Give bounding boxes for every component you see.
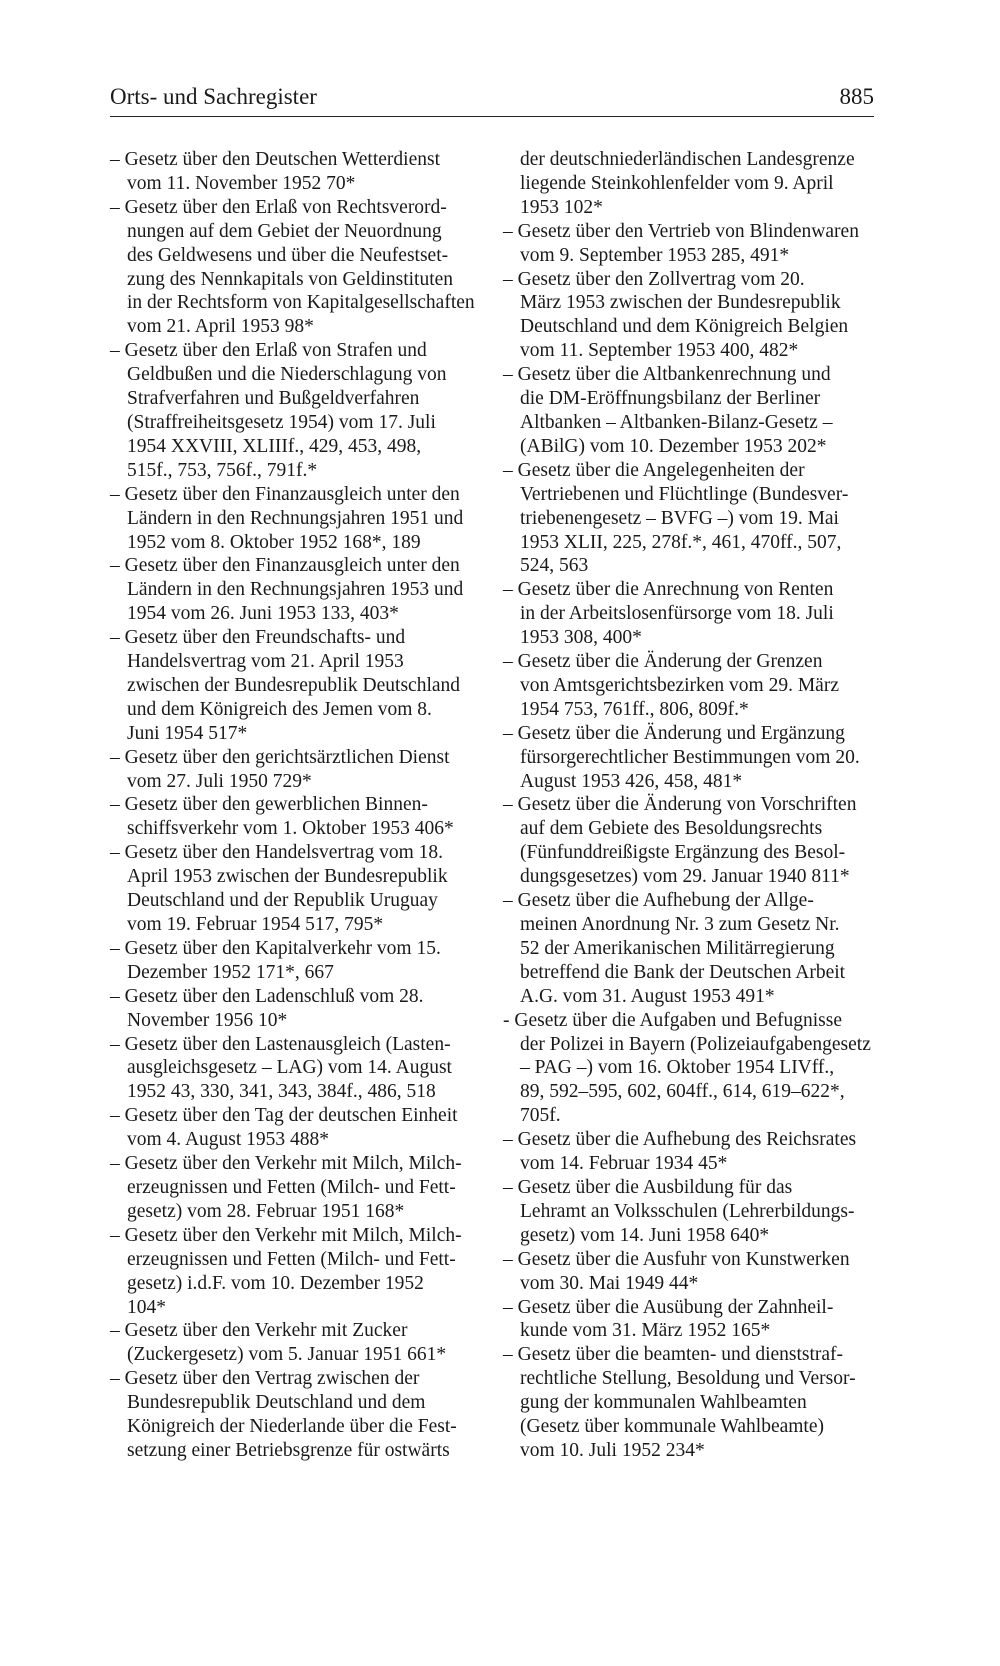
right-column [503, 148, 875, 1463]
index-entry: – Gesetz über die Änderung und Ergänzung fürsorgerechtlicher Bestimmungen vom 20. August 1953 426, 458, 481* [503, 722, 860, 792]
index-entry: – Gesetz über den Finanzausgleich unter den Ländern in den Rechnungsjahren 1951 und 1952 vom 8. Oktober 1952 168*, 189 [110, 483, 464, 553]
header-rule [110, 116, 874, 117]
index-entry: – Gesetz über die Ausbildung für das Lehramt an Volksschulen (Lehrerbildungs- gesetz) vom 14. Juni 1958 640* [503, 1176, 855, 1246]
index-entry-continuation: der deutschniederländischen Landesgrenze liegende Steinkohlenfelder vom 9. April 1953 102* [520, 149, 855, 218]
index-entry: – Gesetz über den gerichtsärztlichen Dienst vom 27. Juli 1950 729* [110, 746, 450, 792]
index-entry: – Gesetz über die Angelegenheiten der Vertriebenen und Flüchtlinge (Bundesver- triebenengesetz – BVFG –) vom 19. Mai 1953 XLII, 225, 278f.*, 461, 470ff., 507, 524, 563 [503, 459, 849, 577]
running-title: Orts- und Sachregister [110, 84, 317, 109]
page-number: 885 [839, 84, 874, 109]
left-column [110, 148, 482, 1463]
index-entry: – Gesetz über die Ausübung der Zahnheil- kunde vom 31. März 1952 165* [503, 1296, 834, 1342]
index-entry: – Gesetz über die beamten- und dienststraf- rechtliche Stellung, Besoldung und Versor- gung der kommunalen Wahlbeamten (Gesetz über kommunale Wahlbeamte) vom 10. Juli 1952 234* [503, 1344, 856, 1461]
index-entry: – Gesetz über den Ladenschluß vom 28. November 1956 10* [110, 985, 424, 1031]
index-entry: – Gesetz über den Deutschen Wetterdienst vom 11. November 1952 70* [110, 149, 440, 194]
running-header [110, 82, 874, 112]
index-entry: – Gesetz über den Verkehr mit Zucker (Zuckergesetz) vom 5. Januar 1951 661* [110, 1320, 447, 1366]
index-entry: – Gesetz über den Finanzausgleich unter den Ländern in den Rechnungsjahren 1953 und 1954 vom 26. Juni 1953 133, 403* [110, 555, 464, 625]
index-entry: – Gesetz über den Freundschafts- und Handelsvertrag vom 21. April 1953 zwischen der Bundesrepublik Deutschland und dem Königreich des Jemen vom 8. Juni 1954 517* [110, 627, 461, 744]
index-entry: – Gesetz über den Vertrag zwischen der Bundesrepublik Deutschland und dem Königreich der Niederlande über die Fest- setzung einer Betriebsgrenze für ostwärts [110, 1368, 457, 1461]
index-entry: – Gesetz über die Änderung der Grenzen von Amtsgerichtsbezirken vom 29. März 1954 753, 761ff., 806, 809f.* [503, 651, 839, 720]
index-entry: – Gesetz über den gewerblichen Binnen- schiffsverkehr vom 1. Oktober 1953 406* [110, 794, 454, 840]
index-entry: – Gesetz über die Änderung von Vorschriften auf dem Gebiete des Besoldungsrechts (Fünfunddreißigste Ergänzung des Besol- dungsgesetzes) vom 29. Januar 1940 811* [503, 794, 857, 888]
index-entry: – Gesetz über den Lastenausgleich (Lasten- ausgleichsgesetz – LAG) vom 14. August 1952 43, 330, 341, 343, 384f., 486, 518 [110, 1033, 452, 1103]
index-entry: – Gesetz über den Zollvertrag vom 20. März 1953 zwischen der Bundesrepublik Deutschland und dem Königreich Belgien vom 11. September 1953 400, 482* [503, 268, 849, 362]
index-entry: – Gesetz über die Aufhebung der Allge- meinen Anordnung Nr. 3 zum Gesetz Nr. 52 der Amerikanischen Militärregierung betreffend die Bank der Deutschen Arbeit A.G. vom 31. August 1953 491* [503, 890, 846, 1007]
index-entry: – Gesetz über den Tag der deutschen Einheit vom 4. August 1953 488* [110, 1105, 458, 1151]
index-entry: – Gesetz über den Erlaß von Strafen und Geldbußen und die Niederschlagung von Strafverfahren und Bußgeldverfahren (Straffreiheitsgesetz 1954) vom 17. Juli 1954 XXVIII, XLIIIf., 429, 453, 498, 515f., 753, 756f., 791f.* [110, 340, 447, 481]
index-entry: – Gesetz über die Anrechnung von Renten in der Arbeitslosenfürsorge vom 18. Juli 1953 308, 400* [503, 579, 834, 649]
index-entry: – Gesetz über den Vertrieb von Blindenwaren vom 9. September 1953 285, 491* [503, 220, 859, 266]
index-entry: – Gesetz über die Ausfuhr von Kunstwerken vom 30. Mai 1949 44* [503, 1248, 850, 1294]
index-entry: – Gesetz über die Aufhebung des Reichsrates vom 14. Februar 1934 45* [503, 1129, 857, 1175]
index-entry: – Gesetz über den Verkehr mit Milch, Milch- erzeugnissen und Fetten (Milch- und Fett- gesetz) vom 28. Februar 1951 168* [110, 1153, 462, 1222]
index-entry: – Gesetz über den Kapitalverkehr vom 15. Dezember 1952 171*, 667 [110, 937, 441, 983]
index-entry: - Gesetz über die Aufgaben und Befugnisse der Polizei in Bayern (Polizeiaufgabengesetz – PAG –) vom 16. Oktober 1954 LIVff., 89, 592–595, 602, 604ff., 614, 619–622*, 705f. [503, 1009, 871, 1127]
index-entry: – Gesetz über den Verkehr mit Milch, Milch- erzeugnissen und Fetten (Milch- und Fett- gesetz) i.d.F. vom 10. Dezember 1952 104* [110, 1224, 462, 1318]
index-entry: – Gesetz über den Erlaß von Rechtsverord- nungen auf dem Gebiet der Neuordnung des Geldwesens und über die Neufestset- zung des Nennkapitals von Geldinstituten in der Rechtsform von Kapitalgesellschaften vom 21. April 1953 98* [110, 196, 475, 338]
index-entry: – Gesetz über die Altbankenrechnung und die DM-Eröffnungsbilanz der Berliner Altbanken – Altbanken-Bilanz-Gesetz – (ABilG) vom 10. Dezember 1953 202* [503, 364, 833, 457]
index-entry: – Gesetz über den Handelsvertrag vom 18. April 1953 zwischen der Bundesrepublik Deutschland und der Republik Uruguay vom 19. Februar 1954 517, 795* [110, 842, 448, 935]
